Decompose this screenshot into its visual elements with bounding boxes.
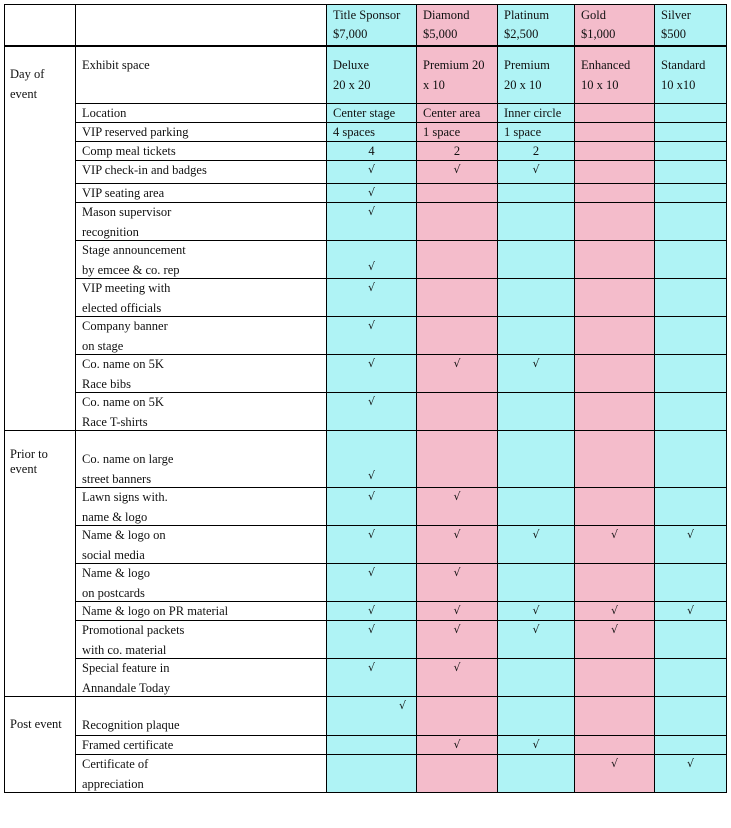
- feature-label: [75, 160, 327, 184]
- feature-label-text: Certificate of: [82, 757, 149, 771]
- check-mark: √: [532, 623, 540, 636]
- tier-cell: [574, 620, 655, 659]
- tier-cell: [326, 735, 417, 755]
- tier-cell: [574, 141, 655, 161]
- header-section-cell: [4, 4, 76, 46]
- tier-cell: [497, 658, 575, 697]
- tier-cell: [574, 392, 655, 431]
- tier-price: $2,500: [504, 27, 539, 41]
- tier-cell: [654, 103, 727, 123]
- tier-cell: [497, 392, 575, 431]
- feature-label-text: Co. name on 5K: [82, 357, 164, 371]
- tier-cell: [654, 658, 727, 697]
- tier-cell: [574, 430, 655, 488]
- check-mark: √: [453, 490, 461, 503]
- header-feature-cell: [75, 4, 327, 46]
- tier-cell: [574, 122, 655, 142]
- tier-cell: [326, 658, 417, 697]
- feature-label-text: Special feature in: [82, 661, 170, 675]
- tier-cell: [497, 316, 575, 355]
- tier-cell: [326, 754, 417, 793]
- feature-label: [75, 696, 327, 736]
- check-mark: √: [532, 357, 540, 370]
- tier-cell: [574, 696, 655, 736]
- feature-label-text: Stage announcement: [82, 243, 186, 257]
- check-mark: √: [367, 260, 375, 273]
- tier-cell: [416, 160, 498, 184]
- tier-cell: [416, 122, 498, 142]
- tier-cell: [416, 487, 498, 526]
- check-mark: √: [367, 490, 375, 503]
- tier-cell: [416, 620, 498, 659]
- check-mark: √: [686, 604, 694, 617]
- section-label: Day of event: [10, 67, 45, 101]
- cell-text: 4: [368, 144, 375, 158]
- tier-cell: [654, 563, 727, 602]
- tier-cell: [497, 160, 575, 184]
- tier-cell: [326, 620, 417, 659]
- check-mark: √: [367, 281, 375, 294]
- feature-label: [75, 354, 327, 393]
- feature-label: [75, 183, 327, 203]
- feature-label-text: Exhibit space: [82, 58, 150, 72]
- tier-cell: [497, 278, 575, 317]
- cell-text: 2: [453, 144, 461, 158]
- check-mark: √: [367, 205, 375, 218]
- tier-cell: [416, 354, 498, 393]
- tier-cell: [497, 525, 575, 564]
- tier-name: Gold: [581, 8, 606, 22]
- tier-cell: [326, 160, 417, 184]
- tier-cell: [574, 278, 655, 317]
- section-label: Post event: [10, 717, 62, 731]
- check-mark: √: [532, 604, 540, 617]
- tier-cell: [497, 240, 575, 279]
- tier-cell: [416, 658, 498, 697]
- tier-header: [654, 4, 727, 46]
- check-mark: √: [453, 661, 461, 674]
- check-mark: √: [367, 661, 375, 674]
- feature-label-text: elected officials: [82, 300, 162, 315]
- feature-label-text: Framed certificate: [82, 738, 174, 752]
- feature-label-text: recognition: [82, 224, 139, 239]
- tier-cell: [416, 103, 498, 123]
- tier-cell: [416, 430, 498, 488]
- tier-cell: [654, 141, 727, 161]
- tier-cell: [416, 563, 498, 602]
- tier-name: Title Sponsor: [333, 8, 401, 22]
- tier-cell: [416, 278, 498, 317]
- feature-label-text: Mason supervisor: [82, 205, 172, 219]
- cell-text: Center area: [423, 106, 481, 120]
- tier-cell: [497, 141, 575, 161]
- tier-cell: [654, 240, 727, 279]
- tier-header: [497, 4, 575, 46]
- cell-text: 10 x 10: [581, 77, 619, 92]
- tier-cell: [497, 601, 575, 621]
- tier-cell: [326, 563, 417, 602]
- cell-text: 10 x10: [661, 77, 696, 92]
- tier-cell: [654, 754, 727, 793]
- tier-cell: [416, 525, 498, 564]
- tier-header: [574, 4, 655, 46]
- tier-cell: [574, 354, 655, 393]
- cell-text: 20 x 10: [504, 77, 542, 92]
- tier-cell: [654, 202, 727, 241]
- feature-label-text: on stage: [82, 338, 124, 353]
- feature-label: [75, 392, 327, 431]
- check-mark: √: [686, 528, 694, 541]
- feature-label: [75, 316, 327, 355]
- tier-cell: [497, 696, 575, 736]
- check-mark: √: [532, 163, 540, 176]
- feature-label-text: Name & logo on: [82, 528, 166, 542]
- tier-cell: [497, 46, 575, 104]
- check-mark: √: [367, 528, 375, 541]
- tier-cell: [326, 202, 417, 241]
- check-mark: √: [686, 757, 694, 770]
- tier-cell: [654, 354, 727, 393]
- check-mark: √: [367, 357, 375, 370]
- feature-label: [75, 103, 327, 123]
- tier-cell: [326, 487, 417, 526]
- check-mark: √: [453, 357, 461, 370]
- check-mark: √: [453, 566, 461, 579]
- feature-label: [75, 430, 327, 488]
- cell-text: Inner circle: [504, 106, 562, 120]
- feature-label-text: VIP meeting with: [82, 281, 171, 295]
- tier-cell: [416, 183, 498, 203]
- tier-cell: [326, 240, 417, 279]
- feature-label-text: appreciation: [82, 776, 144, 791]
- tier-price: $1,000: [581, 27, 616, 41]
- feature-label-text: by emcee & co. rep: [82, 262, 180, 277]
- tier-cell: [497, 563, 575, 602]
- tier-cell: [574, 316, 655, 355]
- check-mark: √: [398, 699, 406, 712]
- check-mark: √: [453, 623, 461, 636]
- tier-cell: [416, 316, 498, 355]
- section-label: Prior to event: [10, 447, 48, 476]
- tier-cell: [574, 754, 655, 793]
- check-mark: √: [367, 186, 375, 199]
- tier-cell: [497, 735, 575, 755]
- tier-cell: [416, 202, 498, 241]
- check-mark: √: [453, 163, 461, 176]
- check-mark: √: [367, 163, 375, 176]
- feature-label-text: Name & logo: [82, 566, 151, 580]
- check-mark: √: [610, 757, 618, 770]
- check-mark: √: [610, 623, 618, 636]
- feature-label: [75, 46, 327, 104]
- tier-price: $7,000: [333, 27, 368, 41]
- tier-cell: [574, 46, 655, 104]
- tier-cell: [497, 754, 575, 793]
- check-mark: √: [453, 738, 461, 751]
- tier-cell: [416, 601, 498, 621]
- check-mark: √: [532, 738, 540, 751]
- tier-cell: [416, 392, 498, 431]
- feature-label-text: Race bibs: [82, 376, 131, 391]
- tier-cell: [326, 316, 417, 355]
- tier-cell: [574, 202, 655, 241]
- feature-label: [75, 735, 327, 755]
- tier-cell: [326, 696, 417, 736]
- tier-cell: [326, 103, 417, 123]
- check-mark: √: [367, 566, 375, 579]
- feature-label-text: VIP reserved parking: [82, 125, 189, 139]
- tier-header: [326, 4, 417, 46]
- tier-cell: [416, 240, 498, 279]
- tier-cell: [416, 735, 498, 755]
- tier-cell: [574, 160, 655, 184]
- tier-cell: [326, 354, 417, 393]
- tier-cell: [654, 601, 727, 621]
- tier-cell: [497, 487, 575, 526]
- feature-label-text: VIP seating area: [82, 186, 165, 200]
- tier-cell: [497, 183, 575, 203]
- tier-cell: [497, 430, 575, 488]
- cell-text: Premium 20: [423, 58, 485, 72]
- feature-label-text: on postcards: [82, 585, 145, 600]
- feature-label-text: Co. name on 5K: [82, 395, 164, 409]
- tier-cell: [416, 754, 498, 793]
- check-mark: √: [367, 395, 375, 408]
- tier-cell: [574, 183, 655, 203]
- feature-label: [75, 240, 327, 279]
- feature-label: [75, 658, 327, 697]
- tier-cell: [326, 141, 417, 161]
- feature-label-text: Name & logo on PR material: [82, 604, 229, 618]
- feature-label-text: VIP check-in and badges: [82, 163, 207, 177]
- tier-cell: [326, 392, 417, 431]
- feature-label-text: Lawn signs with.: [82, 490, 168, 504]
- feature-label: [75, 122, 327, 142]
- tier-cell: [497, 122, 575, 142]
- tier-cell: [574, 525, 655, 564]
- feature-label: [75, 141, 327, 161]
- tier-cell: [654, 392, 727, 431]
- feature-label: [75, 487, 327, 526]
- tier-cell: [326, 430, 417, 488]
- tier-cell: [654, 696, 727, 736]
- feature-label: [75, 525, 327, 564]
- feature-label: [75, 754, 327, 793]
- tier-cell: [416, 696, 498, 736]
- feature-label-text: Promotional packets: [82, 623, 185, 637]
- cell-text: Premium: [504, 58, 550, 72]
- cell-text: Center stage: [333, 106, 396, 120]
- tier-cell: [654, 620, 727, 659]
- tier-cell: [497, 354, 575, 393]
- tier-name: Platinum: [504, 8, 550, 22]
- tier-price: $500: [661, 27, 686, 41]
- tier-cell: [574, 103, 655, 123]
- cell-text: Deluxe: [333, 58, 370, 72]
- tier-cell: [654, 122, 727, 142]
- tier-cell: [326, 525, 417, 564]
- cell-text: 1 space: [504, 125, 542, 139]
- tier-cell: [497, 202, 575, 241]
- feature-label: [75, 202, 327, 241]
- tier-cell: [654, 735, 727, 755]
- tier-cell: [654, 430, 727, 488]
- feature-label: [75, 563, 327, 602]
- tier-cell: [497, 620, 575, 659]
- check-mark: √: [532, 528, 540, 541]
- feature-label-text: name & logo: [82, 509, 148, 524]
- cell-text: 2: [532, 144, 540, 158]
- feature-label-text: Annandale Today: [82, 680, 171, 695]
- feature-label-text: Recognition plaque: [82, 718, 180, 732]
- tier-cell: [654, 525, 727, 564]
- tier-cell: [574, 735, 655, 755]
- tier-cell: [654, 160, 727, 184]
- cell-text: Standard: [661, 58, 706, 72]
- tier-cell: [654, 316, 727, 355]
- check-mark: √: [453, 528, 461, 541]
- tier-cell: [326, 278, 417, 317]
- feature-label-text: with co. material: [82, 642, 167, 657]
- tier-cell: [497, 103, 575, 123]
- feature-label-text: Location: [82, 106, 127, 120]
- tier-cell: [416, 141, 498, 161]
- check-mark: √: [453, 604, 461, 617]
- cell-text: x 10: [423, 77, 445, 92]
- feature-label: [75, 601, 327, 621]
- tier-cell: [574, 563, 655, 602]
- tier-cell: [416, 46, 498, 104]
- check-mark: √: [367, 319, 375, 332]
- cell-text: Enhanced: [581, 58, 631, 72]
- feature-label-text: Company banner: [82, 319, 168, 333]
- feature-label: [75, 278, 327, 317]
- tier-cell: [654, 183, 727, 203]
- tier-name: Diamond: [423, 8, 470, 22]
- check-mark: √: [610, 528, 618, 541]
- tier-cell: [326, 183, 417, 203]
- tier-cell: [326, 122, 417, 142]
- feature-label-text: Co. name on large: [82, 452, 174, 466]
- tier-name: Silver: [661, 8, 691, 22]
- tier-cell: [654, 46, 727, 104]
- feature-label-text: street banners: [82, 471, 152, 486]
- check-mark: √: [367, 469, 375, 482]
- check-mark: √: [610, 604, 618, 617]
- feature-label-text: social media: [82, 547, 145, 562]
- feature-label-text: Race T-shirts: [82, 414, 148, 429]
- cell-text: 1 space: [423, 125, 461, 139]
- tier-cell: [326, 601, 417, 621]
- tier-cell: [574, 240, 655, 279]
- tier-header: [416, 4, 498, 46]
- feature-label: [75, 620, 327, 659]
- feature-label-text: Comp meal tickets: [82, 144, 176, 158]
- check-mark: √: [367, 604, 375, 617]
- check-mark: √: [367, 623, 375, 636]
- tier-cell: [574, 658, 655, 697]
- cell-text: 20 x 20: [333, 77, 371, 92]
- cell-text: 4 spaces: [333, 125, 375, 139]
- tier-cell: [654, 487, 727, 526]
- tier-cell: [574, 487, 655, 526]
- tier-cell: [654, 278, 727, 317]
- tier-price: $5,000: [423, 27, 458, 41]
- tier-cell: [574, 601, 655, 621]
- tier-cell: [326, 46, 417, 104]
